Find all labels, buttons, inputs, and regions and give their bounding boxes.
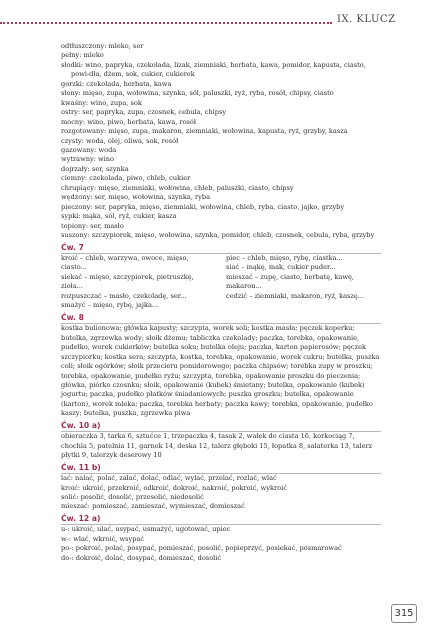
exercise-7-left-column [61,254,216,311]
list-item: cedzić – ziemniaki, makaron, ryż, kaszę... [226,291,365,300]
exercise-heading-8: Ćw. 8 [61,313,381,325]
list-item: w-: wlać, wkroić, wsypać [61,534,145,543]
exercise-8-text: kostka bulionowa; główka kapusty; szczypta, worek soli; kostka masła; pęczek koperku; butelka, zgrzewka wody; słoik dżemu; tabliczka czekolady; paczka, torebka, opakowanie, pudełko, worek cukierków; butelka soku; butelka oleju; paczka, karton papierosów; pęczek szczypiorku; kostka sera; szczypta, kostka, torebka, opakowanie, worek cukru; butelka, puszka coli; słoik ogórków; słoik przecieru pomidorowego; paczka chipsów; torebka zupy w proszku; torebka, opakowanie, pudełko ryżu; szczypta, torebka, opakowanie proszku do pieczenia; główka, piórko czosnku; słoik, opakowanie (kubek) śmietany; butelka, opakowanie (kubek) jogurtu; paczka, pudełko płatków śniadaniowych; puszka groszku; butelka, opakowanie (karton), worek mleka; paczka, torebka herbaty; paczka kawy; torebka, opakowanie, pudełko kaszy; butelka, puszka, zgrzewka piwa [61,324,380,418]
page-number: 315 [391,604,417,623]
list-item: suszony: szczypiorek, mięso, wołowina, szynka, pomidor, chleb, czosnek, cebula, ryba, grzyby [61,231,375,240]
exercise-7-columns [61,254,381,311]
list-item: wędzony: ser, mięso, wołowina, szynka, ryba [61,193,211,202]
list-item: gorzki: czekolada, herbata, kawa [61,79,172,88]
chapter-title: IX. KLUCZ [337,14,396,25]
list-item: solić: posolić, dosolić, przesolić, niedosolić [61,493,204,502]
exercise-heading-12a: Ćw. 12 a) [61,514,381,526]
list-item: mieszać – zupę, ciasto, herbatę, kawę, makaron... [226,272,354,291]
list-item: lać: nalać, polać, zalać, dolać, odlać, wylać, przelać, rozlać, wlać [61,474,277,483]
list-item: piec – chleb, mięso, rybę, ciastka... [226,254,343,263]
list-item: rozpuszczać – masło, czekoladę, ser... [61,291,187,300]
answer-key-content [61,42,381,563]
list-item: ciemny: czekolada, piwo, chleb, cukier [61,174,191,183]
list-item: siekać – mięso, szczypiorek, pietruszkę, zioła... [61,272,194,291]
exercise-heading-10a: Ćw. 10 a) [61,421,381,433]
list-item: po-: pokroić, polać, posypać, pomieszać, posolić, popieprzyć, posiekać, posmarować [61,544,342,553]
list-item: pieczony: ser, papryka, mięso, ziemniaki, wołowina, chleb, ryba, ciasto, jajko, grzyby [61,202,345,211]
list-item: siać – mąkę, mak, cukier puder... [226,263,336,272]
list-item: smażyć – mięso, rybę, jajka... [61,301,159,310]
list-item: sypki: mąka, sól, ryż, cukier, kasza [61,212,177,221]
list-item: gazowany: woda [61,145,117,154]
header-dotted-rule [0,22,332,24]
list-item: kroić: ukroić, przekroić, odkroić, dokroić, nakroić, pokroić, wykroić [61,483,287,492]
list-item: pełny: mleko [61,51,104,60]
list-item: do-: dokroić, dolać, dosypać, domieszać, dosolić [61,553,222,562]
list-item: u-: ukroić, ulać, usypać, usmażyć, ugotować, upiec [61,525,231,534]
list-item: kroić – chleb, warzywa, owoce, mięso, ciasto... [61,254,189,272]
list-item: topiony: ser, masło [61,221,124,230]
list-item: dojrzały: ser, szynka [61,164,129,173]
exercise-7-right-column [226,254,381,311]
list-item: ostry: ser, papryka, zupa, czosnek, cebula, chipsy [61,108,227,117]
list-item: kwaśny: wino, zupa, sok [61,98,142,107]
list-item: mocny: wino, piwo, herbata, kawa, rosół [61,117,197,126]
list-item: słony: mięso, zupa, wołowina, szynka, sól, paluszki, ryż, ryba, rosół, chipsy, ciasto [61,89,334,98]
exercise-heading-11b: Ćw. 11 b) [61,463,381,475]
list-item: czysty: woda, olej, oliwa, sok, rosół [61,136,179,145]
list-item: rozgotowany: mięso, zupa, makaron, ziemniaki, wołowina, kapusta, ryż, grzyby, kasza [61,127,348,136]
list-item: chrupiący: mięso, ziemniaki, wołowina, chleb, paluszki, ciasto, chipsy [61,183,294,192]
list-item: mieszać: pomieszać, zamieszać, wymieszać, domieszać [61,502,245,511]
list-item: słodki: wino, papryka, czekolada, lizak, ziemniaki, herbata, kawa, pomidor, kapusta, ciasto, powi-dła, dżem, sok, cukier, cukierek [61,60,366,79]
exercise-heading-7: Ćw. 7 [61,243,381,255]
adjective-list [61,42,381,241]
exercise-10a-text: obieraczka 3, tarka 6, sztućce 1, trzepaczka 4, tasak 2, wałek do ciasta 16, korkociąg 7, chochla 5, patelnia 11, garnek 14, deska 12, talerz głęboki 15, łopatka 8, salaterka 13, talerz płytki 9, talerzyk deserowy 10 [61,432,373,460]
list-item: wytrawny: wino [61,155,115,164]
list-item: odtłuszczony: mleko, ser [61,42,144,50]
